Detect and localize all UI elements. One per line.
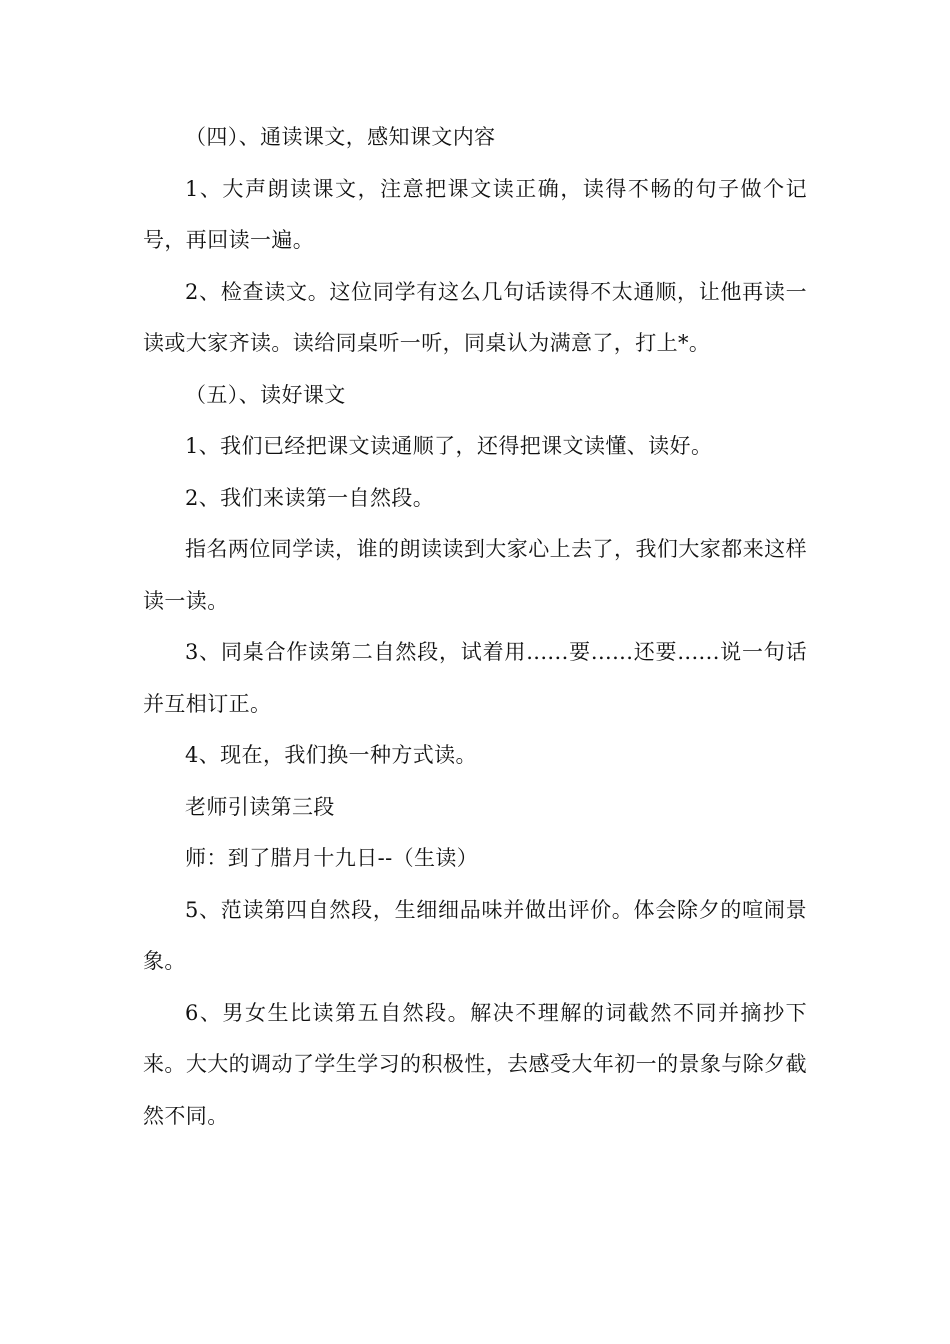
paragraph-step-1: 1、大声朗读课文，注意把课文读正确，读得不畅的句子做个记号，再回读一遍。: [143, 176, 807, 252]
document-body: [143, 112, 807, 1142]
paragraph-teacher-line: 师：到了腊月十九日--（生读）: [185, 846, 479, 870]
paragraph-read-4: 4、现在，我们换一种方式读。: [185, 743, 477, 767]
paragraph-read-5: 5、范读第四自然段，生细细品味并做出评价。体会除夕的喧闹景象。: [143, 897, 807, 973]
paragraph-teacher-lead: 老师引读第三段: [185, 794, 335, 819]
section-heading-5: （五）、读好课文: [185, 382, 346, 407]
paragraph-read-6: 6、男女生比读第五自然段。解决不理解的词截然不同并摘抄下来。大大的调动了学生学习的积极性，去感受大年初一的景象与除夕截然不同。: [143, 1000, 807, 1128]
paragraph-read-3: 3、同桌合作读第二自然段，试着用......要......还要......说一句话并互相订正。: [143, 640, 807, 716]
paragraph-read-2: 2、我们来读第一自然段。: [185, 485, 435, 510]
paragraph-read-1: 1、我们已经把课文读通顺了，还得把课文读懂、读好。: [185, 434, 713, 458]
paragraph-read-2-detail: 指名两位同学读，谁的朗读读到大家心上去了，我们大家都来这样读一读。: [143, 537, 807, 613]
section-heading-4: （四）、通读课文，感知课文内容: [185, 125, 496, 149]
paragraph-step-2: 2、检查读文。这位同学有这么几句话读得不太通顺，让他再读一读或大家齐读。读给同桌听一听，同桌认为满意了，打上*。: [143, 279, 807, 355]
